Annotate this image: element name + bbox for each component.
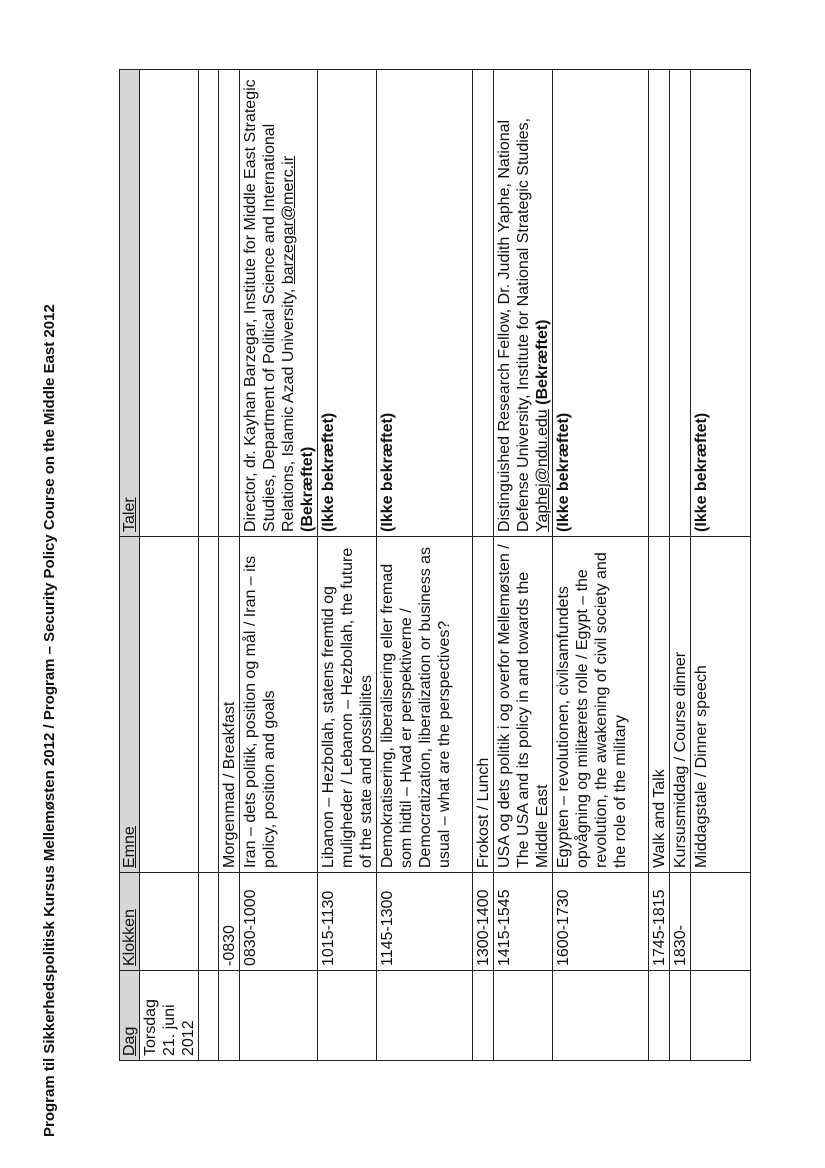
table-header-row <box>120 70 140 1061</box>
table-row <box>240 70 318 1061</box>
time-cell: 1600-1730 <box>553 873 649 971</box>
speaker-cell <box>473 70 494 537</box>
table-row <box>219 70 240 1061</box>
header-dag: Dag <box>120 971 140 1061</box>
table-row-day <box>140 70 199 1061</box>
email-link[interactable]: Yaphej@ndu.edu <box>534 409 551 532</box>
topic-cell: Morgenmad / Breakfast <box>219 537 240 873</box>
topic-cell: Egypten – revolutionen, civilsamfundets opvågning og militærets rolle / Egypt – the revolution, the awakening of civil society and the role of the military <box>553 537 649 873</box>
speaker-cell <box>649 70 670 537</box>
topic-cell: Libanon – Hezbollah, statens fremtid og muligheder / Lebanon – Hezbollah, the future of the state and possibilites <box>318 537 377 873</box>
time-cell: -0830 <box>219 873 240 971</box>
time-cell: 0830-1000 <box>240 873 318 971</box>
table-row <box>318 70 377 1061</box>
speaker-cell: Distinguished Research Fellow, Dr. Judith Yaphe, National Defense University, Institute for National Strategic Studies, Yaphej@ndu.edu (Bekræftet) <box>494 70 553 537</box>
table-row <box>473 70 494 1061</box>
topic-cell: Demokratisering, liberalisering eller fremad som hidtil – Hvad er perspektiverne / Democratization, liberalization or business as usual – what are the perspectives? <box>377 537 473 873</box>
topic-cell: USA og dets politik i og overfor Mellemøsten / The USA and its policy in and towards the Middle East <box>494 537 553 873</box>
time-cell: 1145-1300 <box>377 873 473 971</box>
speaker-cell <box>219 70 240 537</box>
speaker-cell: (Ikke bekræftet) <box>318 70 377 537</box>
table-row <box>649 70 670 1061</box>
speaker-cell: (Ikke bekræftet) <box>377 70 473 537</box>
speaker-cell: (Ikke bekræftet) <box>553 70 649 537</box>
header-klokken: Klokken <box>120 873 140 971</box>
time-cell: 1415-1545 <box>494 873 553 971</box>
time-cell: 1745-1815 <box>649 873 670 971</box>
topic-cell: Middagstale / Dinner speech <box>691 537 751 873</box>
time-cell: 1015-1130 <box>318 873 377 971</box>
time-cell <box>691 873 751 971</box>
table-row <box>377 70 473 1061</box>
topic-cell: Iran – dets politik, position og mål / Iran – its policy, position and goals <box>240 537 318 873</box>
table-row <box>670 70 691 1061</box>
topic-cell: Walk and Talk <box>649 537 670 873</box>
header-taler: Taler <box>120 70 140 537</box>
table-row <box>553 70 649 1061</box>
topic-cell: Frokost / Lunch <box>473 537 494 873</box>
email-link[interactable]: barzegar@merc.ir <box>280 155 297 285</box>
header-emne: Emne <box>120 537 140 873</box>
table-row <box>494 70 553 1061</box>
speaker-cell: (Ikke bekræftet) <box>691 70 751 537</box>
table-row <box>691 70 751 1061</box>
program-table <box>119 70 825 1061</box>
time-cell: 1300-1400 <box>473 873 494 971</box>
speaker-cell: Director, dr. Kayhan Barzegar, Institute for Middle East Strategic Studies, Department of Political Science and International Relations, Islamic Azad University, barzegar@merc.ir (Bekræftet) <box>240 70 318 537</box>
speaker-cell <box>670 70 691 537</box>
time-cell: 1830- <box>670 873 691 971</box>
day-cell: Torsdag 21. juni 2012 <box>140 971 199 1061</box>
page-title: Program til Sikkerhedspolitisk Kursus Mellemøsten 2012 / Program – Security Policy Course on the Middle East 2012 <box>41 304 58 1137</box>
topic-cell: Kursusmiddag / Course dinner <box>670 537 691 873</box>
